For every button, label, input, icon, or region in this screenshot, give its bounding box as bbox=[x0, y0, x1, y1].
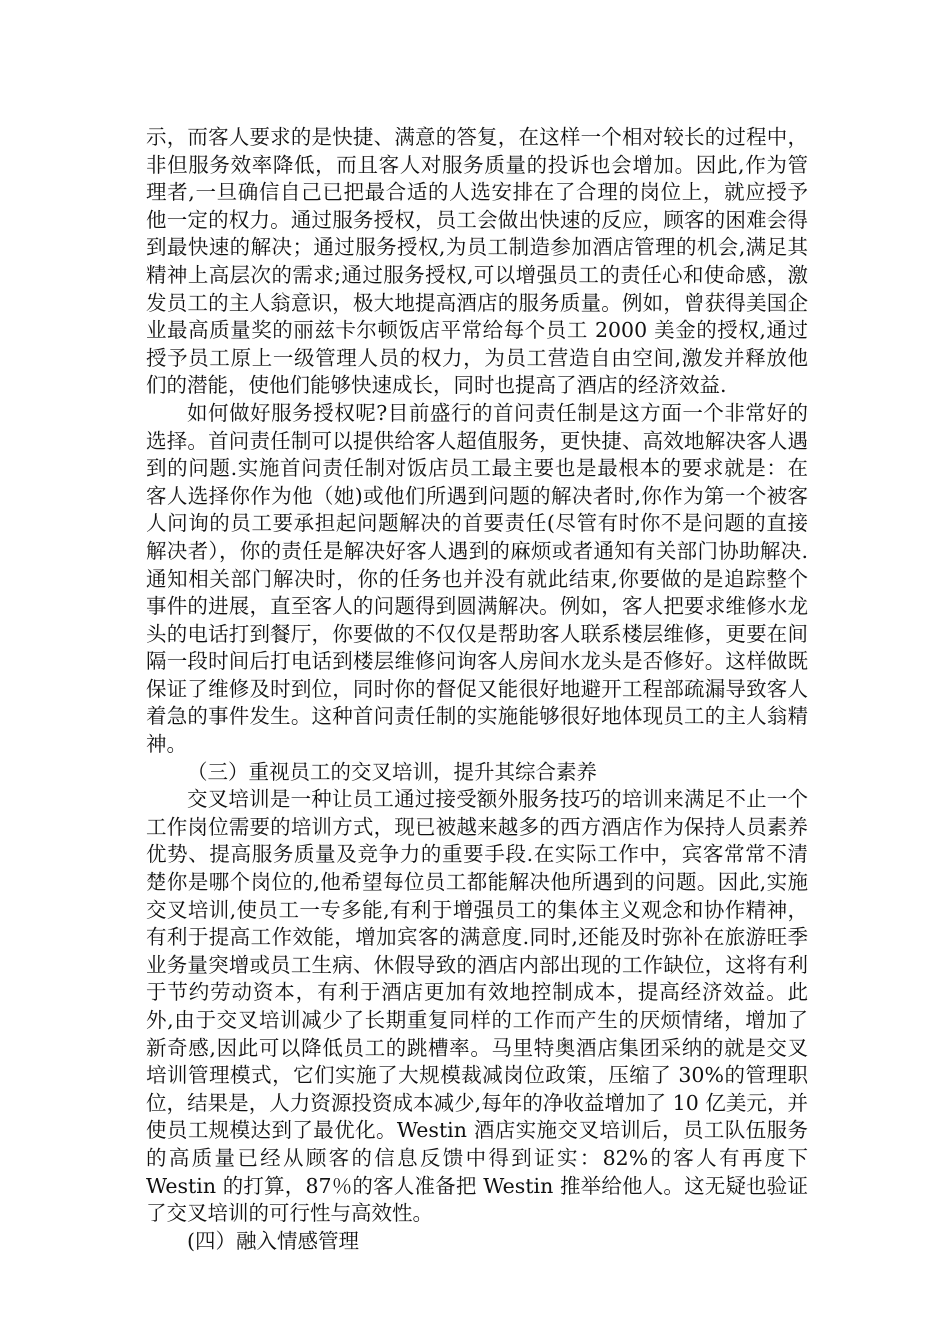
body-paragraph: 如何做好服务授权呢?目前盛行的首问责任制是这方面一个非常好的选择。首问责任制可以提供给客人超值服务，更快捷、高效地解决客人遇到的问题.实施首问责任制对饭店员工最主要也是最根本的要求就是：在客人选择你作为他（她)或他们所遇到问题的解决者时,你作为第一个被客人问询的员工要承担起问题解决的首要责任(尽管有时你不是问题的直接解决者），你的责任是解决好客人遇到的麻烦或者通知有关部门协助解决.通知相关部门解决时，你的任务也并没有就此结束,你要做的是追踪整个事件的进展，直至客人的问题得到圆满解决。例如，客人把要求维修水龙头的电话打到餐厅，你要做的不仅仅是帮助客人联系楼层维修，更要在间隔一段时间后打电话到楼层维修问询客人房间水龙头是否修好。这样做既保证了维修及时到位，同时你的督促又能很好地避开工程部疏漏导致客人着急的事件发生。这种首问责任制的实施能够很好地体现员工的主人翁精神。 bbox=[146, 400, 808, 757]
section-heading: (四）融入情感管理 bbox=[187, 1228, 359, 1253]
body-paragraph: 交叉培训是一种让员工通过接受额外服务技巧的培训来满足不止一个工作岗位需要的培训方式，现已被越来越多的西方酒店作为保持人员素养优势、提高服务质量及竞争力的重要手段.在实际工作中，宾客常常不清楚你是哪个岗位的,他希望每位员工都能解决他所遇到的问题。因此,实施交叉培训,使员工一专多能,有利于增强员工的集体主义观念和协作精神，有利于提高工作效能，增加宾客的满意度.同时,还能及时弥补在旅游旺季业务量突增或员工生病、休假导致的酒店内部出现的工作缺位，这将有利于节约劳动资本，有利于酒店更加有效地控制成本，提高经济效益。此外,由于交叉培训减少了长期重复同样的工作而产生的厌烦情绪，增加了新奇感,因此可以降低员工的跳槽率。马里特奥酒店集团采纳的就是交叉培训管理模式，它们实施了大规模裁减岗位政策，压缩了 30%的管理职位，结果是，人力资源投资成本减少,每年的净收益增加了 10 亿美元，并使员工规模达到了最优化。Westin 酒店实施交叉培训后，员工队伍服务的高质量已经从顾客的信息反馈中得到证实：82%的客人有再度下 Westin 的打算，87％的客人准备把 Westin 推举给他人。这无疑也验证了交叉培训的可行性与高效性。 bbox=[146, 787, 808, 1226]
body-paragraph: 示，而客人要求的是快捷、满意的答复，在这样一个相对较长的过程中，非但服务效率降低，而且客人对服务质量的投诉也会增加。因此,作为管理者,一旦确信自己已把最合适的人选安排在了合理的岗位上，就应授予他一定的权力。通过服务授权，员工会做出快速的反应，顾客的困难会得到最快速的解决；通过服务授权,为员工制造参加酒店管理的机会,满足其精神上高层次的需求;通过服务授权,可以增强员工的责任心和使命感，激发员工的主人翁意识，极大地提高酒店的服务质量。例如，曾获得美国企业最高质量奖的丽兹卡尔顿饭店平常给每个员工 2000 美金的授权,通过授予员工原上一级管理人员的权力，为员工营造自由空间,激发并释放他们的潜能，使他们能够快速成长，同时也提高了酒店的经济效益. bbox=[146, 125, 808, 398]
document-page bbox=[146, 124, 808, 1255]
section-heading: （三）重视员工的交叉培训，提升其综合素养 bbox=[187, 759, 597, 784]
